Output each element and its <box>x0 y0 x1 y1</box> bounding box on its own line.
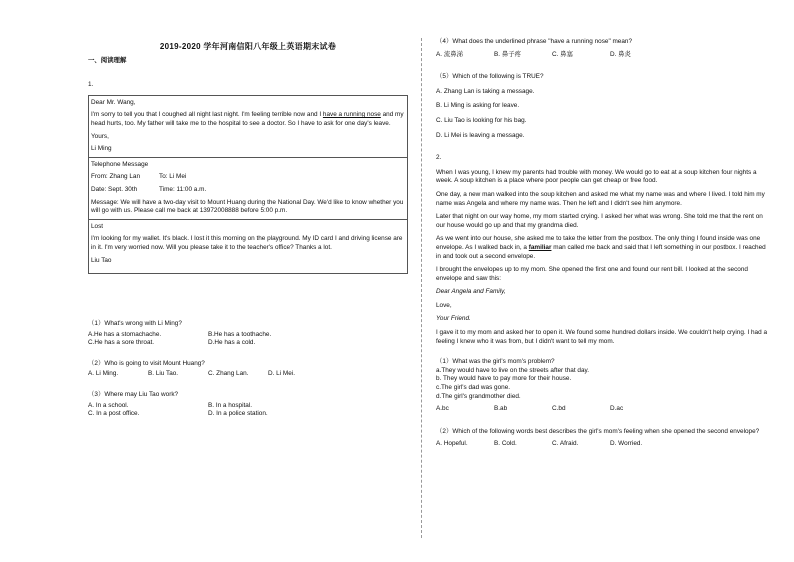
option-c[interactable]: C. Afraid. <box>552 440 579 448</box>
option-c[interactable]: C.bd <box>552 405 566 413</box>
question-number: 1. <box>88 81 94 89</box>
letter-body-text-2: and my head hurts, too. My father will take me to the hospital to see a doctor. So I have to ask for one day's leave. <box>91 111 404 127</box>
option-d[interactable]: D. Li Mei is leaving a message. <box>436 131 525 139</box>
letter-closing: Yours, <box>91 132 109 140</box>
passage-paragraph: I gave it to my mom and asked her to open it. We found some hundred dollars inside. We couldn't help crying. I had a feeling I knew who it was from, but I didn't want to tell my mom. <box>436 329 767 345</box>
option-d[interactable]: D. Worried. <box>610 440 643 448</box>
question-text: （2）Who is going to visit Mount Huang? <box>88 359 205 367</box>
options <box>436 51 770 60</box>
note-love: Love, <box>436 301 452 309</box>
question-block-3 <box>88 391 408 419</box>
option-a[interactable]: A.bc <box>436 405 449 413</box>
question-text: （2）Which of the following words best describes the girl's mom's feeling when she opened the second envelope? <box>436 427 760 435</box>
passage-paragraph: I brought the envelopes up to my mom. She opened the first one and found our rent bill. I looked at the second envelope and saw this: <box>436 266 748 282</box>
question-text: （3）Where may Liu Tao work? <box>88 391 179 399</box>
option-c[interactable]: C. Liu Tao is looking for his bag. <box>436 116 527 124</box>
lost-signature: Liu Tao <box>91 256 112 264</box>
statement-b: b. They would have to pay more for their house. <box>436 375 572 383</box>
option-d[interactable]: D. 鼻炎 <box>610 50 631 58</box>
phone-message-cell <box>89 158 407 220</box>
lost-notice-cell <box>89 220 407 273</box>
option-a[interactable]: A. 流鼻涕 <box>436 50 463 58</box>
passage-paragraph: When I was young, I knew my parents had trouble with money. We would go to eat at a soup kitchen four nights a week. A soup kitchen is a place where poor people can get cheap or free food. <box>436 168 757 185</box>
option-d[interactable]: D.He has a cold. <box>208 339 256 347</box>
phone-message: Message: We will have a two-day visit to Mount Huang during the National Day. We'd like to know whether you will go with us. Please call me back at 13972008888 before 5:00 p.m. <box>91 198 404 215</box>
options <box>88 402 408 419</box>
option-b[interactable]: B. Li Ming is asking for leave. <box>436 102 520 110</box>
letter-signature: Li Ming <box>91 145 112 153</box>
letter-greeting: Dear Mr. Wang, <box>91 98 136 106</box>
passage-text-2: man called me back and said that I left something in our postbox. I reached in and took out a second envelope. <box>436 243 766 260</box>
passage-paragraph: Later that night on our way home, my mom started crying. I asked her what was wrong. She told me that the rent on our house would go up and that my grandma died. <box>436 213 763 229</box>
column-divider <box>421 38 422 538</box>
phone-date: Date: Sept. 30th <box>91 185 138 193</box>
phone-time: Time: 11:00 a.m. <box>159 185 207 193</box>
option-c[interactable]: C.He has a sore throat. <box>88 339 155 347</box>
question-block-5 <box>436 73 770 140</box>
option-a[interactable]: A. Zhang Lan is taking a message. <box>436 87 535 95</box>
options <box>88 370 408 379</box>
options <box>436 440 770 449</box>
option-b[interactable]: B. Cold. <box>494 440 517 448</box>
passage-paragraph <box>436 235 770 261</box>
options <box>88 331 408 348</box>
letter-body-text: I'm sorry to tell you that I coughed all night last night. I'm feeling terrible now and I <box>91 111 323 119</box>
section-heading: 一、阅读理解 <box>88 56 127 64</box>
phone-to: To: Li Mei <box>159 173 187 181</box>
option-b[interactable]: B.ab <box>494 405 508 413</box>
option-a[interactable]: A. Hopeful. <box>436 440 468 448</box>
option-a[interactable]: A.He has a stomachache. <box>88 330 162 338</box>
passage-paragraph: One day, a new man walked into the soup kitchen and asked me what my name was and where I lived. I told him my name was Angela and where my name was. Then he left and I didn't see him anymore. <box>436 190 765 207</box>
note-signature: Your Friend. <box>436 315 471 323</box>
phone-from-to <box>91 173 405 182</box>
question-text: （5）Which of the following is TRUE? <box>436 73 544 81</box>
option-c[interactable]: C. 鼻塞 <box>552 50 573 58</box>
statement-a: a.They would have to live on the streets after that day. <box>436 366 589 374</box>
option-b[interactable]: B. 鼻子疼 <box>494 50 521 58</box>
question-number: 2. <box>436 154 442 162</box>
phone-date-time <box>91 186 405 195</box>
reading-passage-2 <box>436 169 770 347</box>
option-b[interactable]: B.He has a toothache. <box>208 330 272 338</box>
lost-body: I'm looking for my wallet. It's black. I lost it this morning on the playground. My ID card I and driving license are in it. I'm very worried now. Will you please take it to the teacher's office? Thanks a lot. <box>91 235 403 251</box>
page-title: 2019-2020 学年河南信阳八年级上英语期末试卷 <box>159 42 337 51</box>
lost-heading: Lost <box>91 222 104 230</box>
phone-from: From: Zhang Lan <box>91 173 141 181</box>
option-b[interactable]: B. In a hospital. <box>208 401 253 409</box>
option-a[interactable]: A. Li Ming. <box>88 370 119 378</box>
option-d[interactable]: D.ac <box>610 405 624 413</box>
letter-cell <box>89 96 407 158</box>
question-text: （4）What does the underlined phrase "have a running nose" mean? <box>436 38 633 45</box>
question-block-2-2 <box>436 428 770 449</box>
option-c[interactable]: C. In a post office. <box>88 410 140 418</box>
right-column <box>436 38 770 449</box>
option-b[interactable]: B. Liu Tao. <box>148 370 179 378</box>
question-block-2-1 <box>436 358 770 414</box>
question-block-2 <box>88 360 408 379</box>
question-block-4 <box>436 38 770 59</box>
options <box>436 405 770 414</box>
question-text: （1）What's wrong with Li Ming? <box>88 320 182 328</box>
statement-c: c.The girl's dad was gone. <box>436 384 511 392</box>
option-d[interactable]: D. In a police station. <box>208 410 268 418</box>
left-column <box>88 40 408 419</box>
question-block-1 <box>88 320 408 348</box>
question-text: （1）What was the girl's mom's problem? <box>436 358 555 366</box>
note-greeting: Dear Angela and Family, <box>436 288 506 296</box>
phone-heading: Telephone Message <box>91 160 149 168</box>
underlined-word: familiar <box>528 243 552 251</box>
option-a[interactable]: A. In a school. <box>88 401 129 409</box>
reading-passage-box <box>88 95 408 274</box>
underlined-phrase: have a running nose <box>322 111 381 119</box>
passage-text: As we went into our house, she asked me to take the letter from the postbox. The only thing I found inside was one envelope. As I walked back in, a <box>436 235 761 251</box>
option-d[interactable]: D. Li Mei. <box>268 370 295 378</box>
statement-d: d.The girl's grandmother died. <box>436 392 521 400</box>
option-c[interactable]: C. Zhang Lan. <box>208 370 249 378</box>
letter-body <box>91 111 405 128</box>
